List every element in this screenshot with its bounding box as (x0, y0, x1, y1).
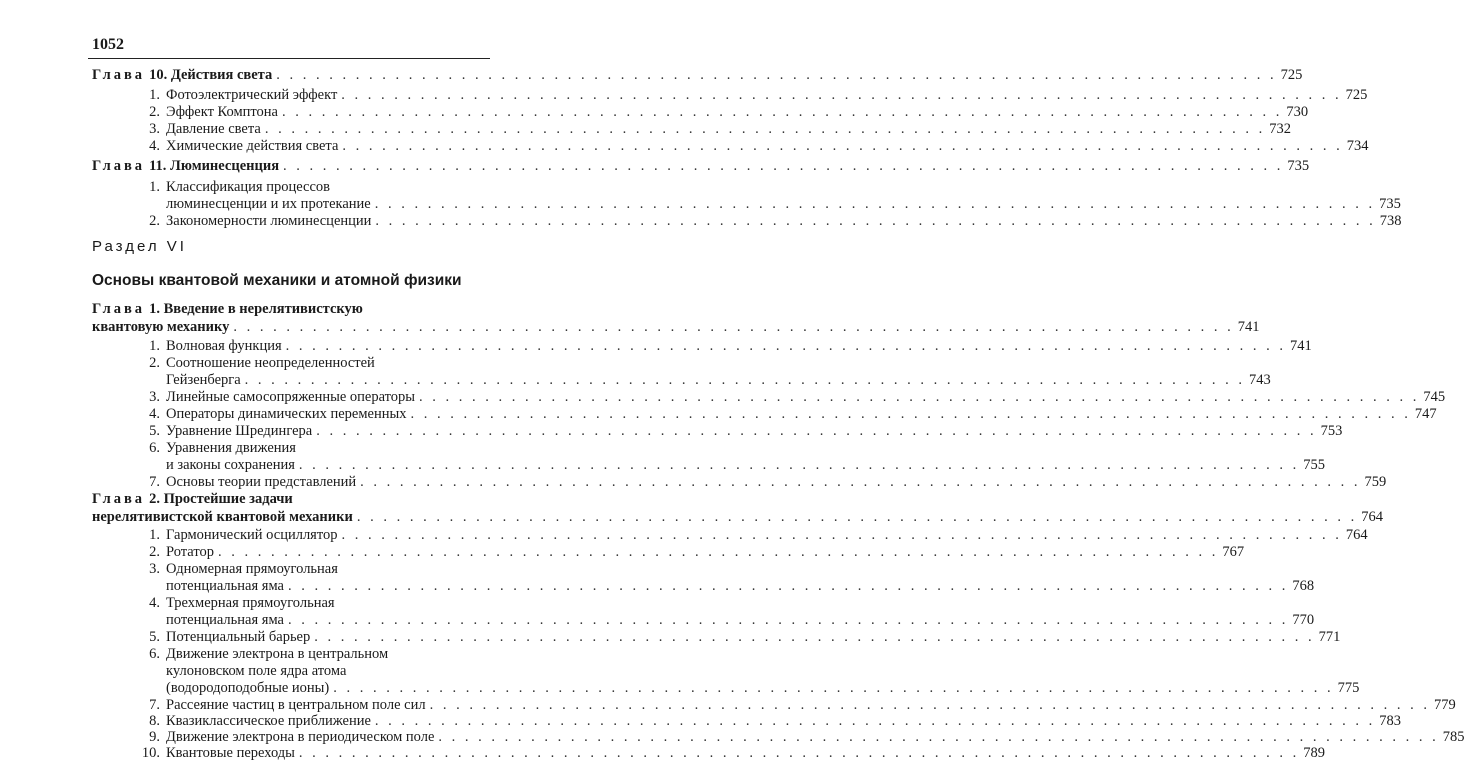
toc-item[interactable] (136, 354, 488, 372)
chapter-prefix: Глава (92, 301, 146, 317)
item-number: 2. (149, 213, 160, 229)
toc-item-continuation[interactable] (166, 195, 1401, 213)
item-title-continued: (водородоподобные ионы) (166, 680, 330, 696)
leader-dots (283, 157, 1283, 175)
item-title: Уравнение Шредингера (166, 423, 313, 439)
leader-dots (288, 577, 1288, 595)
item-title: Гармонический осциллятор (166, 527, 338, 543)
chapter-page: 764 (1361, 509, 1383, 525)
toc-item[interactable] (136, 628, 1341, 646)
leader-dots (342, 137, 1342, 155)
item-title: Уравнения движения (166, 440, 296, 456)
toc-item[interactable] (136, 178, 488, 196)
item-page: 767 (1222, 544, 1245, 560)
item-number: 2. (149, 104, 160, 120)
item-number: 6. (149, 440, 160, 456)
item-number: 4. (149, 406, 160, 422)
toc-item[interactable] (136, 422, 1343, 440)
item-number: 4. (149, 595, 160, 611)
item-title-continued: потенциальная яма (166, 578, 284, 594)
item-page: 768 (1292, 578, 1315, 594)
item-title: Рассеяние частиц в центральном поле сил (166, 697, 426, 713)
item-number: 2. (149, 544, 160, 560)
chapter-title: 1. Введение в нерелятивистскую (149, 301, 363, 317)
chapter-page: 735 (1287, 158, 1310, 174)
leader-dots (419, 388, 1419, 406)
toc-item[interactable] (136, 212, 1402, 230)
leader-dots (265, 120, 1265, 138)
leader-dots (245, 371, 1245, 389)
item-title: Основы теории представлений (166, 474, 357, 490)
item-title: Потенциальный барьер (166, 629, 311, 645)
section-label: Раздел VI (92, 238, 187, 255)
header-rule (88, 58, 490, 59)
item-title: Классификация процессов (166, 179, 330, 195)
item-page: 725 (1345, 87, 1368, 103)
chapter-title: 2. Простейшие задачи (149, 491, 293, 507)
chapter-11-heading[interactable] (92, 157, 1310, 175)
leader-dots (316, 422, 1316, 440)
item-number: 7. (149, 697, 160, 713)
item-number: 1. (149, 338, 160, 354)
item-page: 743 (1249, 372, 1271, 388)
item-title: Химические действия света (166, 138, 339, 154)
item-title: Операторы динамических переменных (166, 406, 407, 422)
chapter-prefix: Глава (92, 67, 146, 83)
item-page: 783 (1379, 713, 1402, 729)
toc-item[interactable] (136, 744, 1326, 761)
item-title: Ротатор (166, 544, 214, 560)
toc-item[interactable] (136, 560, 488, 578)
item-title-continued: кулоновском поле ядра атома (166, 663, 347, 679)
leader-dots (333, 679, 1333, 697)
toc-item-continuation[interactable] (166, 456, 1326, 474)
leader-dots (233, 318, 1233, 336)
item-title: Квазиклассическое приближение (166, 713, 371, 729)
toc-item[interactable] (136, 439, 488, 457)
item-number: 8. (149, 713, 160, 729)
leader-dots (375, 195, 1375, 213)
toc-item[interactable] (136, 86, 1368, 104)
chapter-prefix: Глава (92, 158, 146, 174)
item-page: 771 (1318, 629, 1341, 645)
item-title: Движение электрона в центральном (166, 646, 389, 662)
chapter-title-continued: нерелятивистской квантовой механики (92, 509, 353, 525)
toc-item[interactable] (136, 337, 1312, 355)
item-page: 755 (1303, 457, 1326, 473)
leader-dots (360, 473, 1360, 491)
item-page: 759 (1364, 474, 1387, 490)
item-page: 789 (1303, 745, 1326, 761)
chapter-title-continued: квантовую механику (92, 319, 230, 335)
toc-item-continuation[interactable] (166, 371, 1271, 389)
item-number: 9. (149, 729, 160, 745)
item-number: 4. (149, 138, 160, 154)
s6-chapter-2-heading[interactable] (92, 490, 488, 508)
leader-dots (357, 508, 1357, 526)
item-title: Соотношение неопределенностей (166, 355, 375, 371)
item-number: 1. (149, 527, 160, 543)
chapter-title: 11. Люминесценция (149, 158, 280, 174)
item-number: 5. (149, 423, 160, 439)
item-title: Давление света (166, 121, 261, 137)
item-number: 5. (149, 629, 160, 645)
leader-dots (218, 543, 1218, 561)
chapter-10-heading[interactable] (92, 66, 1303, 84)
item-number: 3. (149, 121, 160, 137)
leader-dots (299, 744, 1299, 750)
item-page: 730 (1286, 104, 1309, 120)
item-title: Квантовые переходы (166, 745, 295, 761)
item-number: 1. (149, 179, 160, 195)
item-page: 741 (1290, 338, 1312, 354)
s6-chapter-1-heading[interactable] (92, 300, 488, 318)
item-page: 753 (1320, 423, 1343, 439)
item-number: 6. (149, 646, 160, 662)
leader-dots (410, 405, 1410, 423)
leader-dots (282, 103, 1282, 121)
item-number: 7. (149, 474, 160, 490)
item-number: 3. (149, 561, 160, 577)
item-number: 3. (149, 389, 160, 405)
chapter-prefix: Глава (92, 491, 146, 507)
page-number: 1052 (92, 36, 124, 53)
item-page: 779 (1433, 697, 1456, 713)
leader-dots (341, 86, 1341, 104)
leader-dots (288, 611, 1288, 629)
item-title-continued: Гейзенберга (166, 372, 241, 388)
chapter-page: 741 (1237, 319, 1260, 335)
item-number: 2. (149, 355, 160, 371)
toc-item-continuation[interactable] (166, 679, 1360, 697)
item-title: Волновая функция (166, 338, 282, 354)
toc-item[interactable] (136, 543, 1245, 561)
chapter-page: 725 (1280, 67, 1303, 83)
toc-item-continuation[interactable] (166, 611, 1315, 629)
item-title: Линейные самосопряженные операторы (166, 389, 416, 405)
toc-item[interactable] (136, 645, 488, 663)
item-page: 785 (1442, 729, 1465, 745)
item-page: 745 (1423, 389, 1446, 405)
item-page: 770 (1292, 612, 1315, 628)
leader-dots (314, 628, 1314, 646)
toc-item[interactable] (136, 137, 1369, 155)
item-page: 747 (1414, 406, 1437, 422)
item-title-continued: и законы сохранения (166, 457, 295, 473)
item-page: 738 (1379, 213, 1402, 229)
item-page: 764 (1345, 527, 1368, 543)
toc-item[interactable] (136, 594, 488, 612)
item-title: Закономерности люминесценции (166, 213, 372, 229)
leader-dots (286, 337, 1286, 355)
leader-dots (299, 456, 1299, 474)
item-page: 775 (1337, 680, 1360, 696)
leader-dots (342, 526, 1342, 544)
toc-item-continuation[interactable] (166, 577, 1315, 595)
toc-item[interactable] (136, 405, 1437, 423)
item-page: 735 (1379, 196, 1401, 212)
leader-dots (375, 212, 1375, 230)
item-page: 734 (1346, 138, 1369, 154)
chapter-title: 10. Действия света (149, 67, 273, 83)
toc-item[interactable] (136, 473, 1387, 491)
section-title: Основы квантовой механики и атомной физики (92, 272, 462, 289)
item-title: Одномерная прямоугольная (166, 561, 338, 577)
item-number: 1. (149, 87, 160, 103)
toc-item-continuation[interactable] (166, 662, 488, 680)
leader-dots (276, 66, 1276, 84)
toc-item[interactable] (136, 103, 1309, 121)
item-title-continued: потенциальная яма (166, 612, 284, 628)
toc-item[interactable] (136, 526, 1368, 544)
item-title: Эффект Комптона (166, 104, 278, 120)
item-title: Движение электрона в периодическом поле (166, 729, 435, 745)
toc-item[interactable] (136, 388, 1446, 406)
toc-item[interactable] (136, 120, 1291, 138)
s6-chapter-2-heading-continued[interactable] (92, 508, 1383, 526)
item-title-continued: люминесценции и их протекание (166, 196, 371, 212)
item-page: 732 (1269, 121, 1291, 137)
item-title: Фотоэлектрический эффект (166, 87, 338, 103)
s6-chapter-1-heading-continued[interactable] (92, 318, 1260, 336)
item-number: 10. (141, 745, 160, 761)
item-title: Трехмерная прямоугольная (166, 595, 335, 611)
